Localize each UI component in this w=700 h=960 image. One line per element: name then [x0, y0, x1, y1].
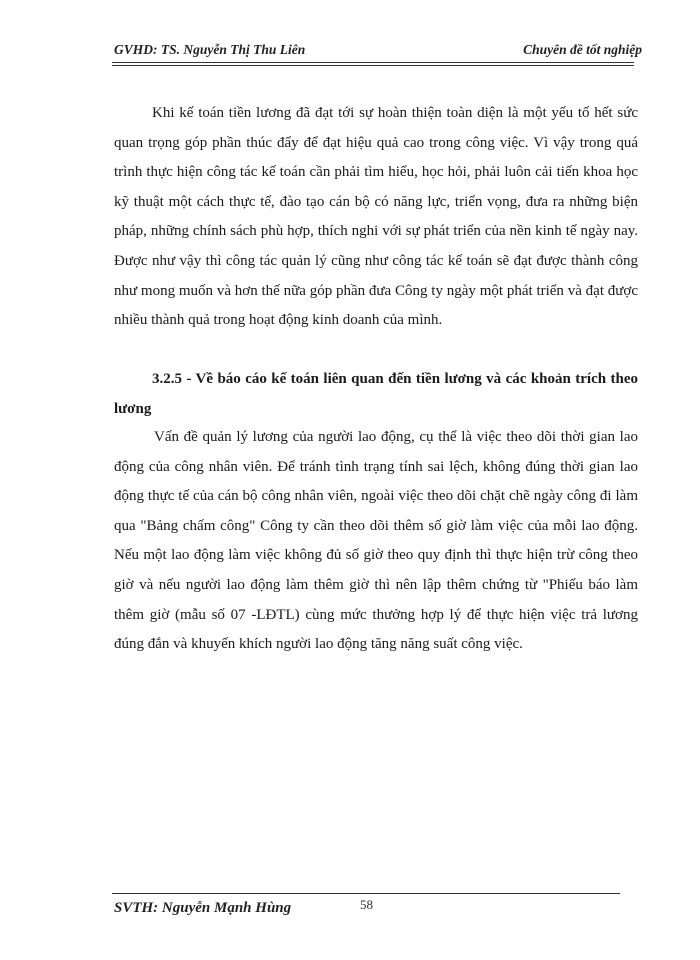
header-rule-top [112, 62, 634, 63]
footer-student: SVTH: Nguyễn Mạnh Hùng [114, 900, 292, 916]
header-supervisor: GVHD: TS. Nguyễn Thị Thu Liên [114, 42, 306, 57]
header-document-type: Chuyên đề tốt nghiệp [523, 42, 642, 57]
page-number: 58 [360, 897, 373, 912]
section-heading: 3.2.5 - Về báo cáo kế toán liên quan đến tiền lương và các khoản trích theo lương [114, 371, 638, 417]
header-rule-bottom [112, 65, 634, 66]
footer-rule [112, 893, 620, 894]
body-paragraph-2: Vấn đề quản lý lương của người lao động, cụ thể là việc theo dõi thời gian lao động của công nhân viên. Để tránh tình trạng tính sai lệch, không đúng thời gian lao động thực tế của cán bộ công nhân viên, ngoài việc theo dõi chặt chẽ ngày công đi làm qua "Bảng chấm công" Công ty cần theo dõi thêm số giờ làm việc của mỗi lao động. Nếu một lao động làm việc không đủ số giờ theo quy định thì thực hiện trừ công theo giờ và nếu người lao động làm thêm giờ thì nên lập thêm chứng từ "Phiếu báo làm thêm giờ (mẫu số 07 -LĐTL) cùng mức thưởng hợp lý để thực hiện việc trả lương đúng đắn và khuyến khích người lao động tăng năng suất công việc. [114, 429, 638, 653]
body-paragraph-1: Khi kế toán tiền lương đã đạt tới sự hoàn thiện toàn diện là một yếu tố hết sức quan trọng góp phần thúc đẩy để đạt hiệu quả cao trong công việc. Vì vậy trong quá trình thực hiện công tác kế toán cần phải tìm hiểu, học hỏi, phải luôn cải tiến khoa học kỹ thuật một cách thực tế, đào tạo cán bộ có năng lực, triển vọng, đưa ra những biện pháp, những chính sách phù hợp, thích nghi với sự phát triển của nền kinh tế ngày nay. Được như vậy thì công tác quản lý cũng như công tác kế toán sẽ đạt được thành công như mong muốn và hơn thế nữa góp phần đưa Công ty ngày một phát triển và đạt được nhiều thành quả trong hoạt động kinh doanh của mình. [114, 105, 638, 329]
